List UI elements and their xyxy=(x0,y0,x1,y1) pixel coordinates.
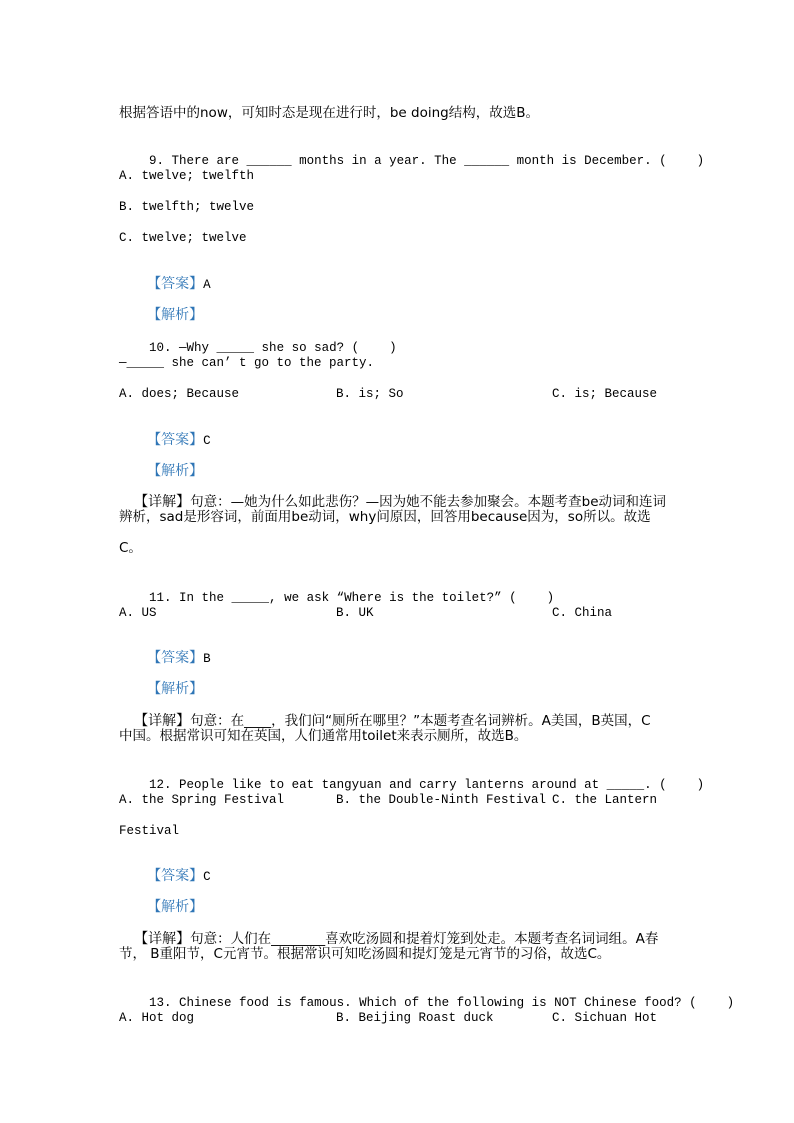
option-c: C. China xyxy=(552,606,613,620)
question-10-detail-line-1 xyxy=(119,478,667,510)
answer-value: C xyxy=(203,870,211,884)
answer-label: 【答案】 xyxy=(147,432,204,448)
option-b: B. the Double-Ninth Festival xyxy=(336,793,547,807)
option-a: A. does; Because xyxy=(119,387,240,401)
option-a: A. Hot dog xyxy=(119,1011,195,1025)
analysis-label: 【解析】 xyxy=(147,463,204,479)
question-9-option-c: C. twelve; twelve xyxy=(119,231,247,245)
question-number: 10. xyxy=(149,341,172,355)
detail-label: 【详解】 xyxy=(134,931,191,947)
question-number: 13. xyxy=(149,996,172,1010)
answer-label: 【答案】 xyxy=(147,650,204,666)
answer-label: 【答案】 xyxy=(147,276,204,292)
question-12-options xyxy=(119,792,679,808)
question-10-detail-line-2: 辨析，sad是形容词，前面用be动词，why问原因，回答用because因为，so所以。故选 xyxy=(119,509,651,525)
answer-label: 【答案】 xyxy=(147,868,204,884)
option-b: B. UK xyxy=(336,606,374,620)
question-9-option-a: A. twelve; twelfth xyxy=(119,169,255,183)
option-c: C. is; Because xyxy=(552,387,658,401)
detail-text: 句意：在____，我们问“厕所在哪里？”本题考查名词辨析。A美国，B英国，C xyxy=(190,713,651,729)
detail-label: 【详解】 xyxy=(134,494,191,510)
option-c: C. the Lantern xyxy=(552,793,658,807)
question-stem: People like to eat tangyuan and carry lanterns around at _____. ( ) xyxy=(179,778,705,792)
question-11-detail-line-1 xyxy=(119,697,651,729)
question-stem: There are ______ months in a year. The ______ month is December. ( ) xyxy=(171,154,705,168)
answer-value: C xyxy=(203,434,211,448)
detail-text: 句意：人们在________喜欢吃汤圆和提着灯笼到处走。本题考查名词词组。A春 xyxy=(190,931,659,947)
question-number: 9. xyxy=(149,154,165,168)
question-12-analysis xyxy=(119,883,204,915)
answer-value: B xyxy=(203,652,211,666)
question-number: 12. xyxy=(149,778,172,792)
detail-text: 句意：—她为什么如此悲伤？—因为她不能去参加聚会。本题考查be动词和连词 xyxy=(190,494,667,510)
question-10-detail-line-3: C。 xyxy=(119,540,142,556)
detail-label: 【详解】 xyxy=(134,713,191,729)
option-b: B. is; So xyxy=(336,387,404,401)
analysis-label: 【解析】 xyxy=(147,681,204,697)
question-9-analysis xyxy=(119,291,204,323)
question-9 xyxy=(119,137,705,168)
option-c: C. Sichuan Hot xyxy=(552,1011,658,1025)
question-12-option-c-wrap: Festival xyxy=(119,824,180,838)
question-9-answer xyxy=(119,260,211,292)
question-13-options xyxy=(119,1010,679,1026)
question-11-detail-line-2: 中国。根据常识可知在英国，人们通常用toilet来表示厕所，故选B。 xyxy=(119,728,528,744)
option-b: B. Beijing Roast duck xyxy=(336,1011,494,1025)
question-stem: Chinese food is famous. Which of the following is NOT Chinese food? ( ) xyxy=(179,996,735,1010)
question-number: 11. xyxy=(149,591,172,605)
question-11-options xyxy=(119,605,679,621)
intro-explanation: 根据答语中的now，可知时态是现在进行时，be doing结构，故选B。 xyxy=(119,105,539,121)
question-12-detail-line-2: 节， B重阳节，C元宵节。根据常识可知吃汤圆和提灯笼是元宵节的习俗，故选C。 xyxy=(119,946,611,962)
analysis-label: 【解析】 xyxy=(147,899,204,915)
question-9-option-b: B. twelfth; twelve xyxy=(119,200,255,214)
question-12-answer xyxy=(119,852,211,884)
question-stem: —Why _____ she so sad? ( ) xyxy=(179,341,397,355)
option-a: A. US xyxy=(119,606,157,620)
question-10-analysis xyxy=(119,447,204,479)
question-10-answer xyxy=(119,416,211,448)
answer-value: A xyxy=(203,278,211,292)
question-11 xyxy=(119,574,555,605)
question-13 xyxy=(119,979,735,1010)
option-a: A. the Spring Festival xyxy=(119,793,285,807)
question-10-options xyxy=(119,386,679,402)
question-11-analysis xyxy=(119,665,204,697)
question-12 xyxy=(119,761,705,792)
question-12-detail-line-1 xyxy=(119,915,659,947)
question-11-answer xyxy=(119,634,211,666)
question-10 xyxy=(119,324,397,355)
analysis-label: 【解析】 xyxy=(147,307,204,323)
question-10-stem-reply: —_____ she can’ t go to the party. xyxy=(119,356,375,370)
question-stem: In the _____, we ask “Where is the toilet?” ( ) xyxy=(179,591,555,605)
